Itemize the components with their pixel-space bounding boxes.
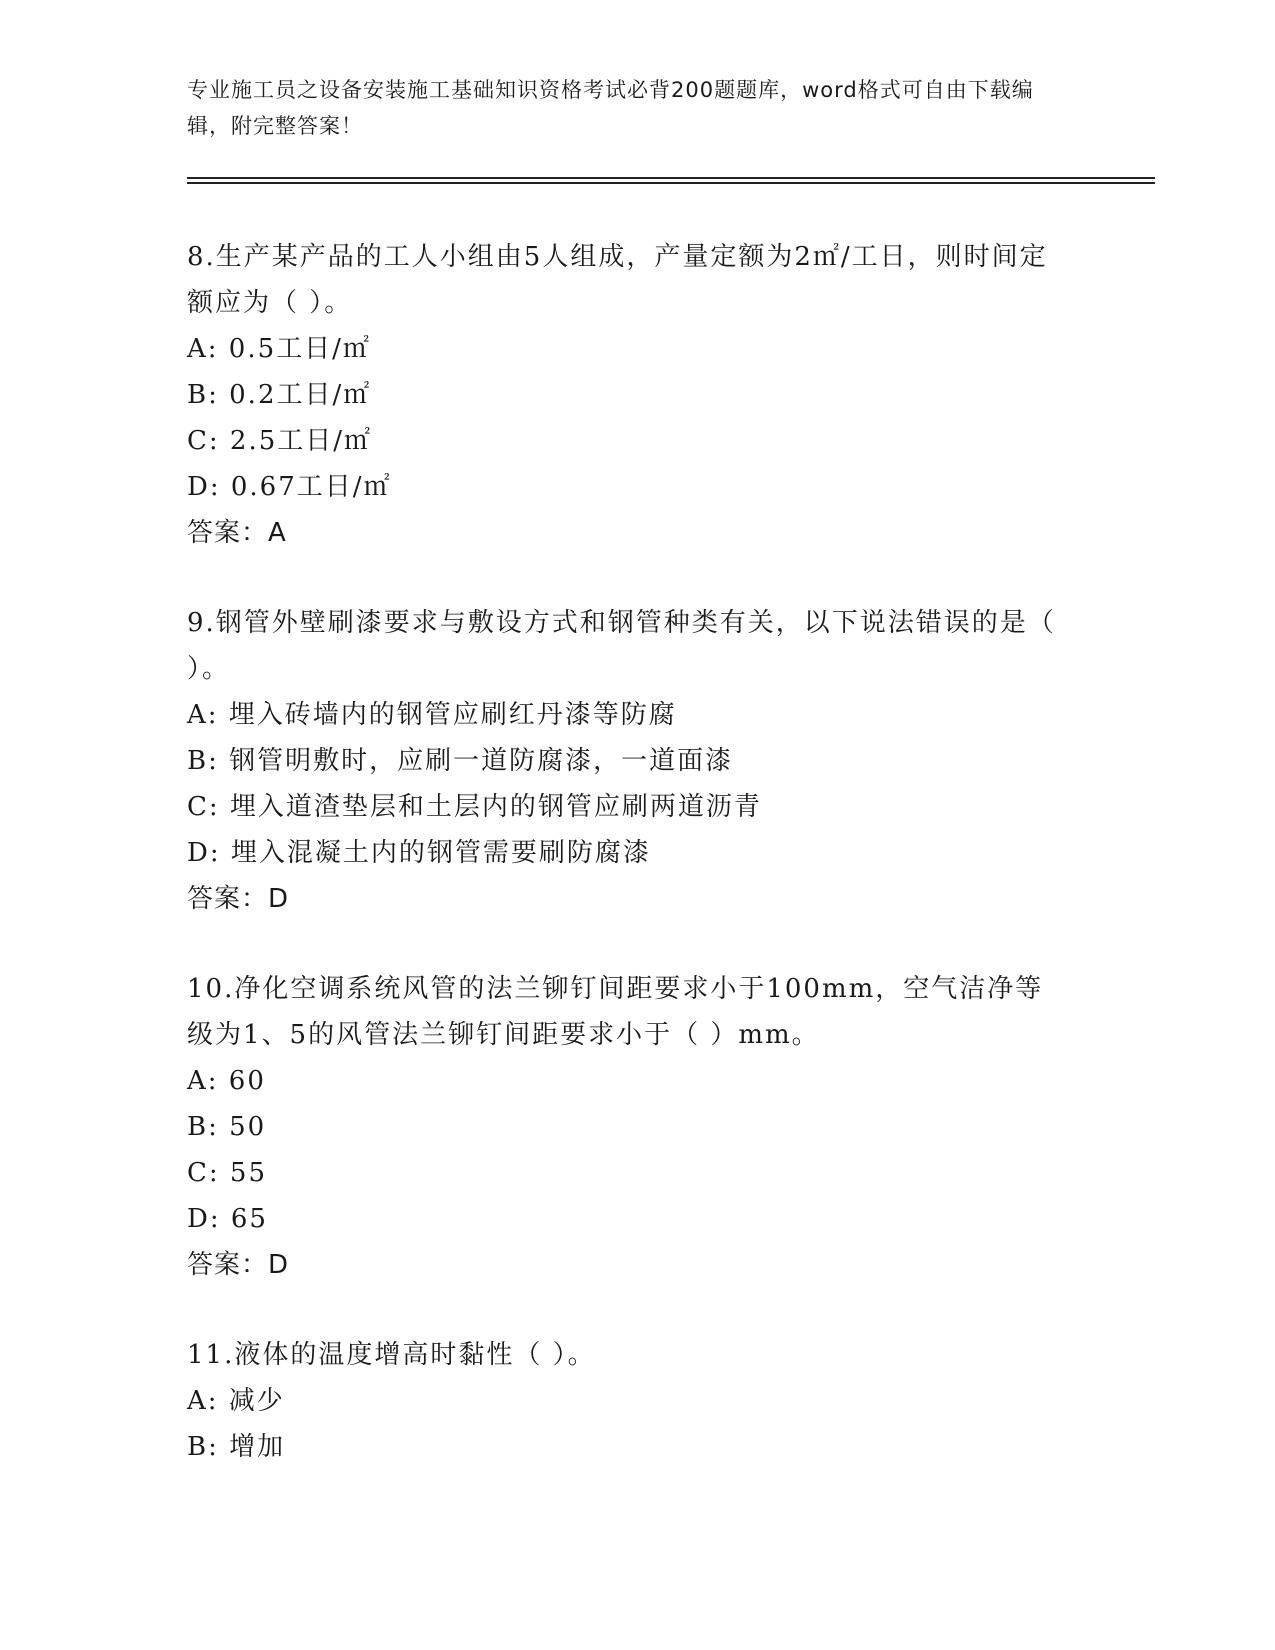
option-c: C: 埋入道渣垫层和土层内的钢管应刷两道沥青 bbox=[187, 792, 762, 822]
option-d: D: 65 bbox=[187, 1204, 268, 1234]
option-d: D: 埋入混凝土内的钢管需要刷防腐漆 bbox=[187, 838, 651, 868]
question-stem: 11.液体的温度增高时黏性（ ）。 bbox=[187, 1340, 596, 1370]
option-a: A: 0.5工日/㎡ bbox=[187, 334, 371, 364]
option-a: A: 埋入砖墙内的钢管应刷红丹漆等防腐 bbox=[187, 700, 677, 730]
document-header: 专业施工员之设备安装施工基础知识资格考试必背200题题库，word格式可自由下载编辑，附完整答案！ bbox=[187, 78, 1034, 138]
option-d: D: 0.67工日/㎡ bbox=[187, 472, 392, 502]
option-b: B: 0.2工日/㎡ bbox=[187, 380, 372, 410]
answer: 答案：D bbox=[187, 1250, 290, 1280]
question-10 bbox=[187, 966, 1067, 1288]
option-b: B: 增加 bbox=[187, 1432, 286, 1462]
question-11 bbox=[187, 1332, 1067, 1470]
option-a: A: 60 bbox=[187, 1066, 266, 1096]
header-divider-bottom bbox=[187, 182, 1155, 184]
question-stem: 9.钢管外壁刷漆要求与敷设方式和钢管种类有关，以下说法错误的是（ ）。 bbox=[187, 608, 1056, 684]
question-stem: 8.生产某产品的工人小组由5人组成，产量定额为2㎡/工日，则时间定额应为（ ）。 bbox=[187, 242, 1048, 318]
answer: 答案：A bbox=[187, 518, 287, 548]
answer: 答案：D bbox=[187, 884, 290, 914]
option-c: C: 2.5工日/㎡ bbox=[187, 426, 373, 456]
question-stem: 10.净化空调系统风管的法兰铆钉间距要求小于100mm，空气洁净等级为1、5的风管法兰铆钉间距要求小于（ ）mm。 bbox=[187, 974, 1044, 1050]
option-c: C: 55 bbox=[187, 1158, 268, 1188]
question-8 bbox=[187, 234, 1067, 556]
header-divider-top bbox=[187, 177, 1155, 179]
option-b: B: 钢管明敷时，应刷一道防腐漆，一道面漆 bbox=[187, 746, 734, 776]
question-9 bbox=[187, 600, 1067, 922]
option-a: A: 减少 bbox=[187, 1386, 285, 1416]
option-b: B: 50 bbox=[187, 1112, 267, 1142]
